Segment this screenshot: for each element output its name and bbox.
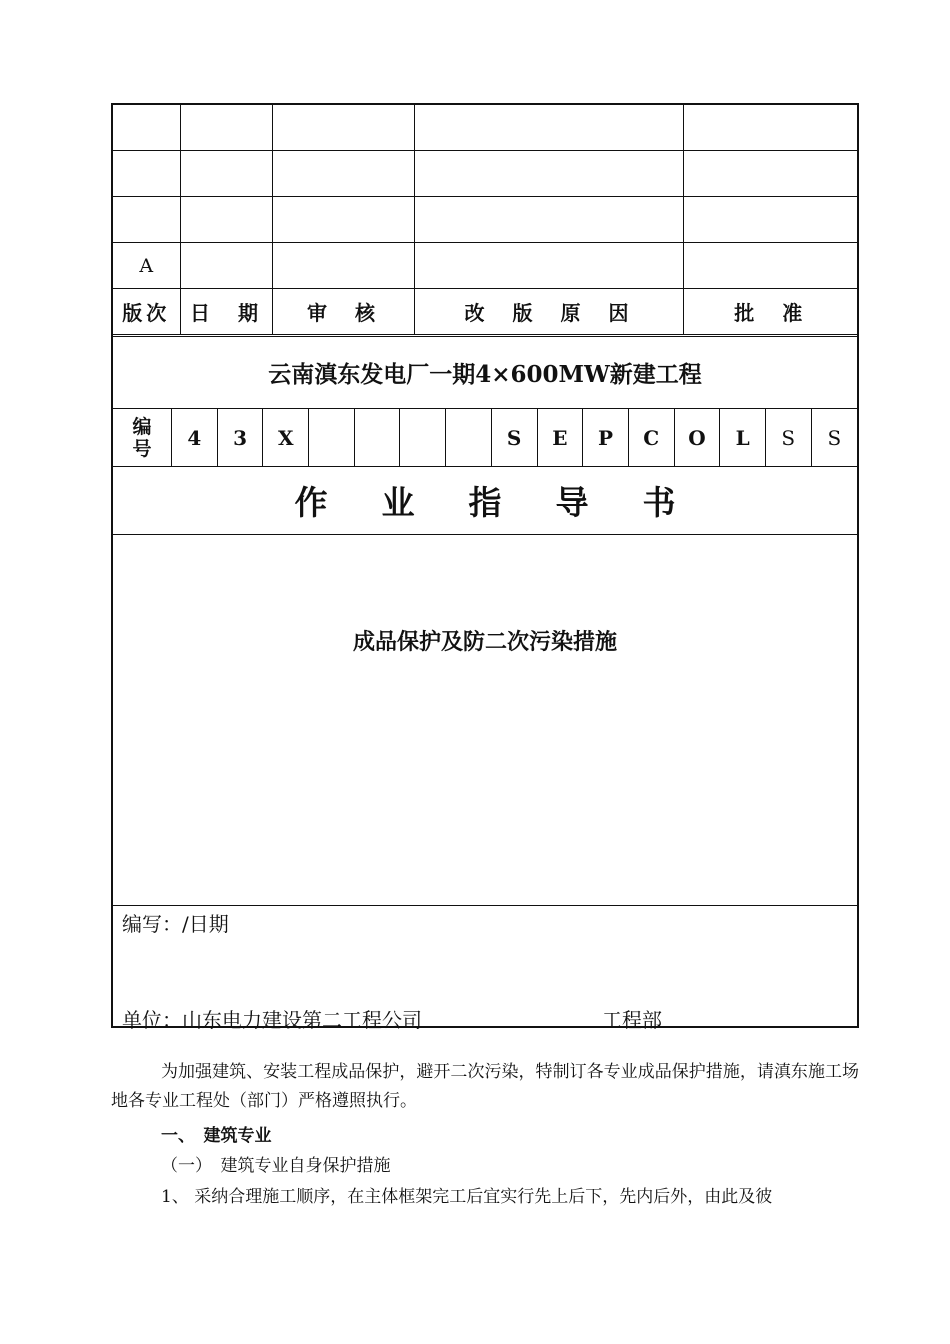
revision-row [113,197,857,243]
revision-cell [272,243,414,289]
code-char: O [674,409,720,467]
author-date: 编写：/日期 [122,912,229,936]
code-char [354,409,400,467]
code-char [400,409,446,467]
code-char: E [537,409,583,467]
code-char: P [583,409,629,467]
revision-cell [113,105,180,151]
revision-row [113,151,857,197]
doc-type: 作业指导书 [113,467,857,535]
doc-title: 成品保护及防二次污染措施 [352,629,617,655]
code-char: S [491,409,537,467]
cover-frame [111,103,859,1032]
list-item: 1、 采纳合理施工顺序，在主体框架完工后宜实行先上后下，先内后外，由此及彼 [161,1187,773,1207]
revision-header-cell: 改 版 原 因 [414,289,683,335]
code-char: S [765,409,811,467]
sign-area [113,905,857,1032]
revision-cell [414,197,683,243]
revision-header-row [113,289,857,335]
code-char: S [811,409,857,467]
intro-paragraph: 为加强建筑、安装工程成品保护，避开二次污染，特制订各专业成品保护措施，请滇东施工场地各专业工程处（部门）严格遵照执行。 [111,1062,859,1111]
revision-header-cell: 日 期 [180,289,272,335]
revision-cell [683,105,857,151]
revision-cell [180,197,272,243]
revision-cell [272,197,414,243]
project-name: 云南滇东发电厂一期4×600MW新建工程 [113,336,857,409]
code-char: 4 [172,409,218,467]
revision-header-cell: 版次 [113,289,180,335]
code-char: X [263,409,309,467]
revision-cell [272,105,414,151]
code-char [446,409,492,467]
code-char: L [720,409,766,467]
revision-header-cell: 审 核 [272,289,414,335]
dept-name: 工程部 [602,1008,662,1032]
revision-cell [683,197,857,243]
code-char: C [628,409,674,467]
revision-cell [113,197,180,243]
section-heading: 一、 建筑专业 [161,1126,272,1146]
body-text [111,1058,859,1212]
unit-name: 单位：山东电力建设第二工程公司 [122,1008,422,1032]
code-label: 编 号 [113,409,172,467]
revision-cell [414,243,683,289]
revision-cell [113,151,180,197]
revision-cell [272,151,414,197]
code-char: 3 [217,409,263,467]
revision-cell: A [113,243,180,289]
code-table [113,409,857,467]
revision-header-cell: 批 准 [683,289,857,335]
revision-cell [683,243,857,289]
revision-cell [180,151,272,197]
subsection-heading: （一） 建筑专业自身保护措施 [161,1156,391,1176]
revision-cell [414,151,683,197]
revision-cell [683,151,857,197]
revision-cell [414,105,683,151]
revision-table [113,105,857,335]
revision-row [113,105,857,151]
revision-cell [180,105,272,151]
revision-cell [180,243,272,289]
revision-row [113,243,857,289]
code-char [309,409,355,467]
